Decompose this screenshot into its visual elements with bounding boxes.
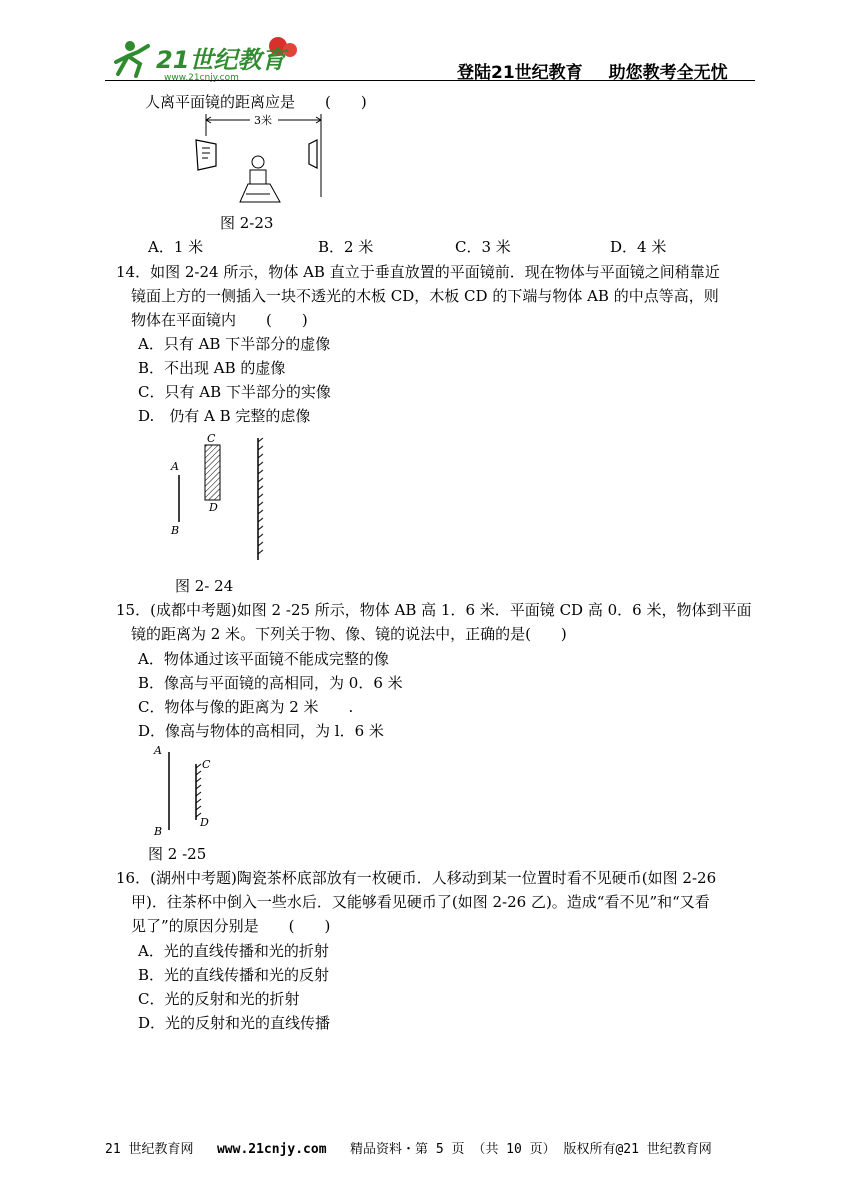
q13-figure-caption: 图 2-23 [220, 214, 274, 232]
q15-option-c: C．物体与像的距离为 2 米 . [138, 698, 354, 716]
q14-option-c: C．只有 AB 下半部分的实像 [138, 383, 331, 401]
q16-line-3: 见了”的原因分别是 ( ) [131, 917, 331, 935]
q15-option-a: A．物体通过该平面镜不能成完整的像 [138, 650, 389, 668]
q14-figure-caption: 图 2- 24 [175, 577, 234, 595]
q14-line-2: 镜面上方的一侧插入一块不透光的木板 CD，木板 CD 的下端与物体 AB 的中点等高，则 [131, 287, 719, 305]
q15-figure [150, 742, 220, 840]
svg-text:D: D [200, 816, 209, 829]
q13-option-a: A．1 米 [148, 238, 204, 256]
footer-url: www.21cnjy.com [216, 1142, 327, 1157]
svg-text:D: D [209, 501, 218, 514]
header-divider [105, 80, 755, 81]
q15-option-d: D．像高与物体的高相同，为 l．6 米 [138, 722, 384, 740]
q16-line-1: 16．(湖州中考题)陶瓷茶杯底部放有一枚硬币．人移动到某一位置时看不见硬币(如图 2-26 [116, 869, 717, 887]
q14-option-b: B．不出现 AB 的虚像 [138, 359, 286, 377]
q15-line-1: 15．(成都中考题)如图 2 -25 所示，物体 AB 高 1．6 米．平面镜 CD 高 0．6 米，物体到平面 [116, 601, 752, 619]
svg-text:B: B [171, 524, 180, 537]
q13-figure [190, 112, 340, 212]
q14-option-d: D. 仍有 A B 完整的虑像 [138, 407, 311, 425]
page-footer [105, 1138, 712, 1157]
q16-line-2: 甲)．往茶杯中倒入一些水后．又能够看见硬币了(如图 2-26 乙)。造成“看不见”和“又看 [131, 893, 710, 911]
q13-option-b: B．2 米 [318, 238, 374, 256]
svg-text:www.21cnjy.com: www.21cnjy.com [164, 73, 239, 82]
q13-option-d: D．4 米 [610, 238, 667, 256]
q16-option-b: B．光的直线传播和光的反射 [138, 966, 330, 984]
svg-text:A: A [154, 744, 162, 757]
footer-info: 精品资料・第 5 页 （共 10 页） 版权所有@21 世纪教育网 [350, 1142, 712, 1157]
q16-option-a: A．光的直线传播和光的折射 [138, 942, 329, 960]
q14-line-3: 物体在平面镜内 ( ) [131, 311, 308, 329]
q14-option-a: A．只有 AB 下半部分的虚像 [138, 335, 331, 353]
svg-text:C: C [202, 758, 211, 771]
svg-text:3米: 3米 [254, 114, 272, 127]
q16-option-d: D．光的反射和光的直线传播 [138, 1014, 331, 1032]
footer-site: 21 世纪教育网 [105, 1142, 194, 1157]
q15-figure-caption: 图 2 -25 [148, 845, 207, 863]
svg-text:21世纪教育: 21世纪教育 [156, 46, 286, 74]
q14-line-1: 14．如图 2-24 所示，物体 AB 直立于垂直放置的平面镜前．现在物体与平面镜之间稍靠近 [116, 263, 720, 281]
svg-text:B: B [154, 825, 163, 838]
q13-question-tail: 人离平面镜的距离应是 ( ) [145, 93, 367, 111]
svg-text:C: C [207, 432, 216, 445]
q15-line-2: 镜的距离为 2 米。下列关于物、像、镜的说法中，正确的是( ) [131, 625, 567, 643]
q16-option-c: C．光的反射和光的折射 [138, 990, 300, 1008]
runner-icon [116, 41, 148, 76]
q14-figure [165, 430, 275, 570]
slogan-right: 助您教考全无忧 [608, 63, 728, 83]
slogan-left: 登陆21世纪教育 [457, 63, 583, 83]
svg-text:A: A [171, 460, 179, 473]
site-logo [108, 34, 308, 82]
q15-option-b: B．像高与平面镜的高相同，为 0．6 米 [138, 674, 403, 692]
q13-option-c: C．3 米 [455, 238, 511, 256]
